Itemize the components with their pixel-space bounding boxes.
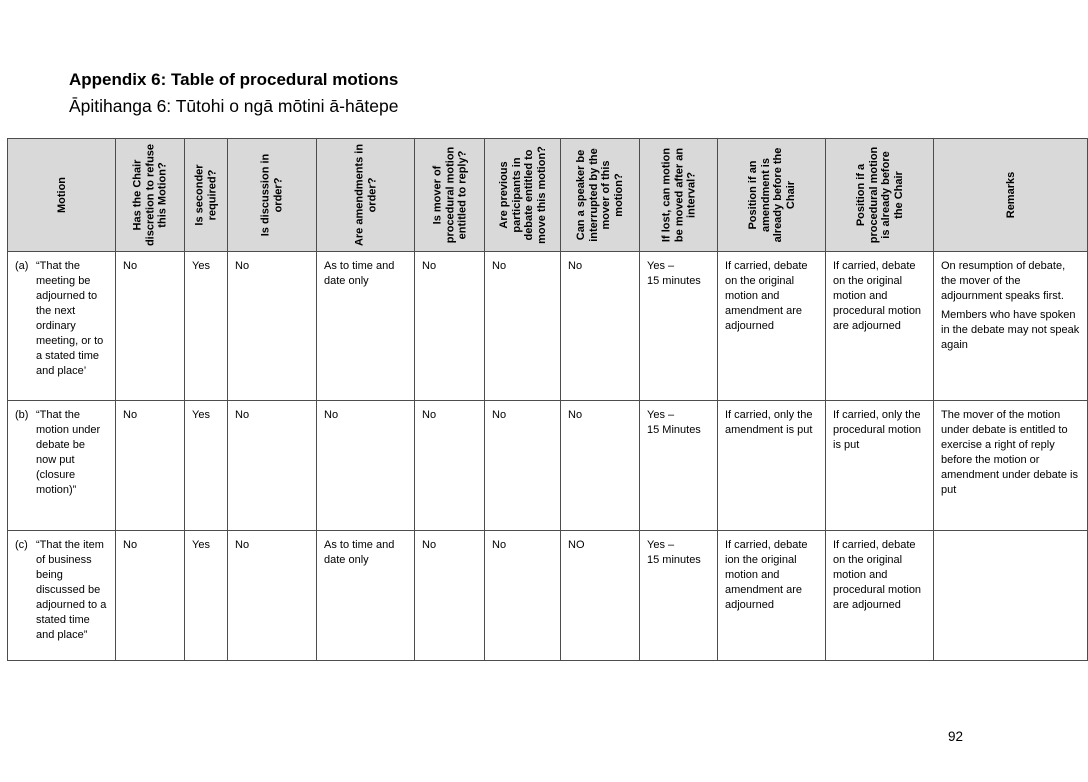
remark-paragraph: The mover of the motion under debate is entitled to exercise a right of reply before the motion or amendment under debate is put	[941, 409, 1078, 496]
column-header-label: Are amendments in order?	[353, 143, 378, 247]
column-header	[640, 139, 718, 252]
cell-mover-reply: No	[415, 531, 485, 661]
cell-mover-reply: No	[415, 401, 485, 531]
procedural-motions-table	[7, 138, 1088, 661]
column-header-label: If lost, can motion be moved after an interval?	[659, 147, 697, 243]
cell-discussion: No	[228, 531, 317, 661]
column-header	[317, 139, 415, 252]
column-header-label: Motion	[55, 176, 68, 214]
column-header-label: Remarks	[1004, 171, 1017, 219]
column-header-label: Position if an amendment is already before the Chair	[746, 147, 796, 243]
motion-cell	[8, 531, 116, 661]
cell-if-lost	[640, 531, 718, 661]
cell-position-amendment: If carried, debate ion the original motion and amendment are adjourned	[718, 531, 826, 661]
cell-position-procedural: If carried, only the procedural motion is put	[826, 401, 934, 531]
motion-text: “That the meeting be adjourned to the next ordinary meeting, or to a stated time and place’	[36, 260, 104, 377]
column-header-label: Can a speaker be interrupted by the mover of this motion?	[575, 148, 625, 242]
cell-interrupt: NO	[561, 531, 640, 661]
cell-discussion: No	[228, 401, 317, 531]
page-subtitle: Āpitihanga 6: Tūtohi o ngā mōtini ā-hātepe	[69, 96, 399, 116]
cell-position-procedural: If carried, debate on the original motion and procedural motion are adjourned	[826, 252, 934, 401]
page-number: 92	[948, 729, 964, 744]
cell-amendments: As to time and date only	[317, 252, 415, 401]
motion-label: (a)	[15, 260, 29, 272]
motion-label: (c)	[15, 539, 28, 551]
column-header	[485, 139, 561, 252]
cell-seconder: Yes	[185, 401, 228, 531]
if-lost-answer: Yes –	[647, 260, 675, 272]
column-header	[934, 139, 1088, 252]
cell-seconder: Yes	[185, 531, 228, 661]
table-row	[8, 401, 1088, 531]
motion-cell	[8, 401, 116, 531]
page-title: Appendix 6: Table of procedural motions	[69, 70, 399, 89]
cell-discussion: No	[228, 252, 317, 401]
motion-label: (b)	[15, 409, 29, 421]
if-lost-interval: 15 Minutes	[647, 424, 701, 436]
if-lost-interval: 15 minutes	[647, 275, 701, 287]
column-header	[415, 139, 485, 252]
procedural-motions-table-container	[7, 138, 1080, 664]
cell-chair-discretion: No	[116, 531, 185, 661]
remark-paragraph: Members who have spoken in the debate may not speak again	[941, 309, 1080, 351]
if-lost-answer: Yes –	[647, 539, 675, 551]
cell-previous-participants: No	[485, 531, 561, 661]
column-header-label: Is seconder required?	[193, 164, 218, 226]
table-row	[8, 531, 1088, 661]
table-header-row	[8, 139, 1088, 252]
column-header	[8, 139, 116, 252]
column-header-label: Position if a procedural motion is already before the Chair	[854, 146, 904, 244]
column-header	[826, 139, 934, 252]
cell-remarks	[934, 401, 1088, 531]
column-header	[561, 139, 640, 252]
if-lost-answer: Yes –	[647, 409, 675, 421]
table-body	[8, 252, 1088, 661]
cell-previous-participants: No	[485, 252, 561, 401]
motion-text: “That the motion under debate be now put (closure motion)”	[36, 409, 101, 496]
cell-chair-discretion: No	[116, 252, 185, 401]
cell-if-lost	[640, 401, 718, 531]
cell-interrupt: No	[561, 401, 640, 531]
cell-remarks	[934, 252, 1088, 401]
column-header	[185, 139, 228, 252]
column-header-label: Are previous participants in debate entitled to move this motion?	[497, 146, 547, 244]
column-header	[228, 139, 317, 252]
column-header	[718, 139, 826, 252]
cell-remarks	[934, 531, 1088, 661]
cell-chair-discretion: No	[116, 401, 185, 531]
cell-amendments: No	[317, 401, 415, 531]
if-lost-interval: 15 minutes	[647, 554, 701, 566]
cell-position-amendment: If carried, debate on the original motion and amendment are adjourned	[718, 252, 826, 401]
motion-cell	[8, 252, 116, 401]
cell-position-amendment: If carried, only the amendment is put	[718, 401, 826, 531]
motion-text: “That the item of business being discussed be adjourned to a stated time and place”	[36, 539, 107, 641]
column-header-label: Is mover of procedural motion entitled to reply?	[430, 146, 468, 244]
column-header	[116, 139, 185, 252]
cell-interrupt: No	[561, 252, 640, 401]
cell-previous-participants: No	[485, 401, 561, 531]
cell-seconder: Yes	[185, 252, 228, 401]
remark-paragraph: On resumption of debate, the mover of the adjournment speaks first.	[941, 260, 1066, 302]
cell-mover-reply: No	[415, 252, 485, 401]
table-row	[8, 252, 1088, 401]
cell-position-procedural: If carried, debate on the original motion and procedural motion are adjourned	[826, 531, 934, 661]
cell-amendments: As to time and date only	[317, 531, 415, 661]
column-header-label: Is discussion in order?	[259, 153, 284, 237]
column-header-label: Has the Chair discretion to refuse this Motion?	[131, 143, 169, 247]
cell-if-lost	[640, 252, 718, 401]
